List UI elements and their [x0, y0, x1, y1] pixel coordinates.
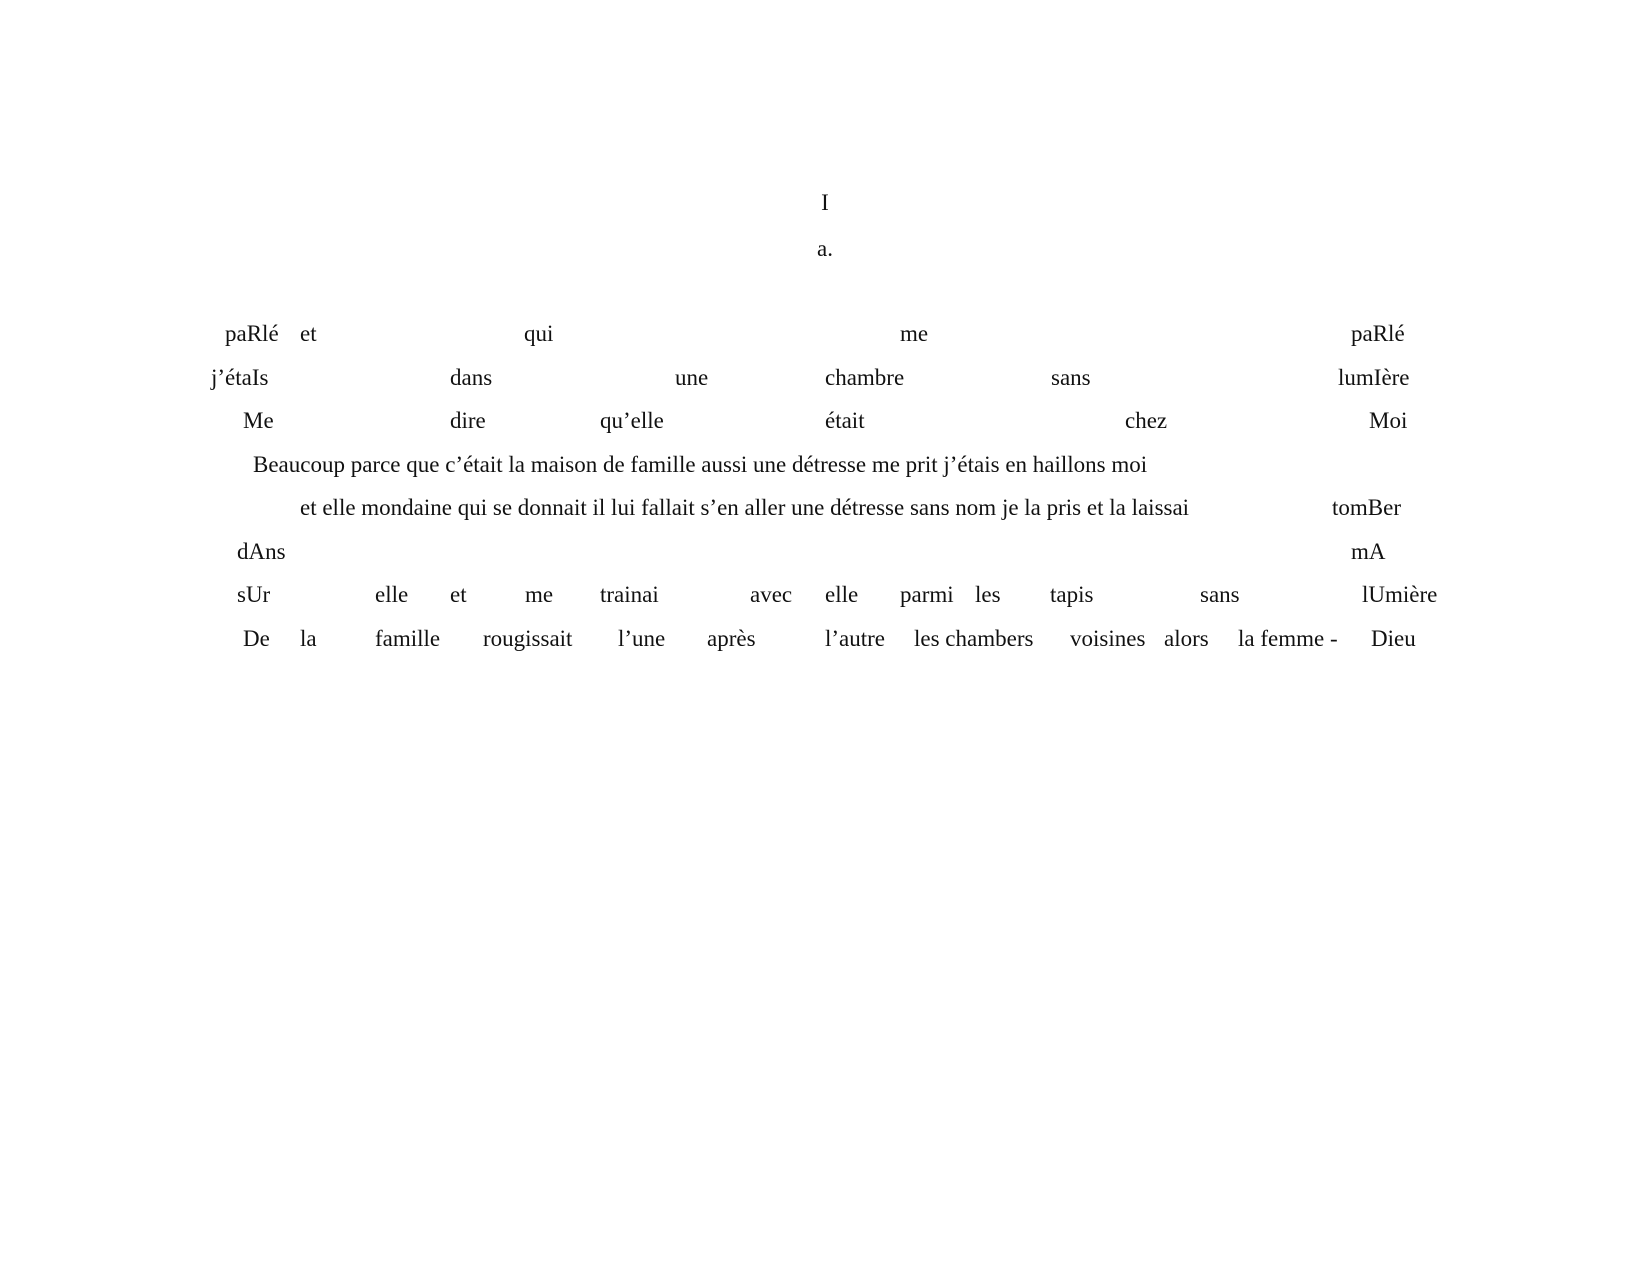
poem-word: paRlé — [225, 321, 279, 346]
poem-word: Moi — [1369, 408, 1408, 433]
poem-word: la femme - — [1238, 626, 1338, 651]
poem-word: après — [707, 626, 756, 651]
poem-word: parmi — [900, 582, 954, 607]
poem-line: Beaucoup parce que c’était la maison de famille aussi une détresse me prit j’étais en haillons moi — [253, 452, 1148, 477]
poem-word: mA — [1351, 539, 1386, 564]
poem-word: lumIère — [1338, 365, 1410, 390]
poem-word: trainai — [600, 582, 659, 607]
poem-word: me — [525, 582, 554, 607]
poem-word: chez — [1125, 408, 1168, 433]
poem-word: famille — [375, 626, 441, 651]
poem-word: Dieu — [1371, 626, 1416, 651]
poem-word: sans — [1200, 582, 1240, 607]
poem-word: Me — [243, 408, 274, 433]
poem-word: tapis — [1050, 582, 1094, 607]
poem-word: une — [675, 365, 709, 390]
poem-word: dire — [450, 408, 486, 433]
poem-word: qui — [524, 321, 554, 346]
poem-word: lUmière — [1362, 582, 1438, 607]
poem-word: dans — [450, 365, 493, 390]
part-numeral: I — [821, 190, 829, 215]
poem-word: qu’elle — [600, 408, 664, 433]
poem-word: me — [900, 321, 929, 346]
poem-word: était — [825, 408, 865, 433]
poem-word: tomBer — [1332, 495, 1401, 520]
poem-line: et elle mondaine qui se donnait il lui fallait s’en aller une détresse sans nom je la pris et la laissai — [300, 495, 1190, 520]
poem-word: l’une — [618, 626, 666, 651]
poem-word: et — [300, 321, 317, 346]
poem-word: voisines — [1070, 626, 1146, 651]
poem-word: alors — [1164, 626, 1209, 651]
poem-word: avec — [750, 582, 793, 607]
poem-word: elle — [825, 582, 859, 607]
poem-word: les chambers — [914, 626, 1034, 651]
poem-word: chambre — [825, 365, 905, 390]
poem-word: j’étaIs — [211, 365, 269, 390]
poem-word: et — [450, 582, 467, 607]
poem-word: les — [975, 582, 1001, 607]
poem-word: rougissait — [483, 626, 573, 651]
poem-word: elle — [375, 582, 409, 607]
poem-word: paRlé — [1351, 321, 1405, 346]
poem-word: dAns — [237, 539, 286, 564]
poem-word: sans — [1051, 365, 1091, 390]
poem-word: sUr — [237, 582, 271, 607]
poem-word: De — [243, 626, 270, 651]
poem-word: la — [300, 626, 317, 651]
poem-word: l’autre — [825, 626, 886, 651]
section-label: a. — [817, 236, 833, 261]
